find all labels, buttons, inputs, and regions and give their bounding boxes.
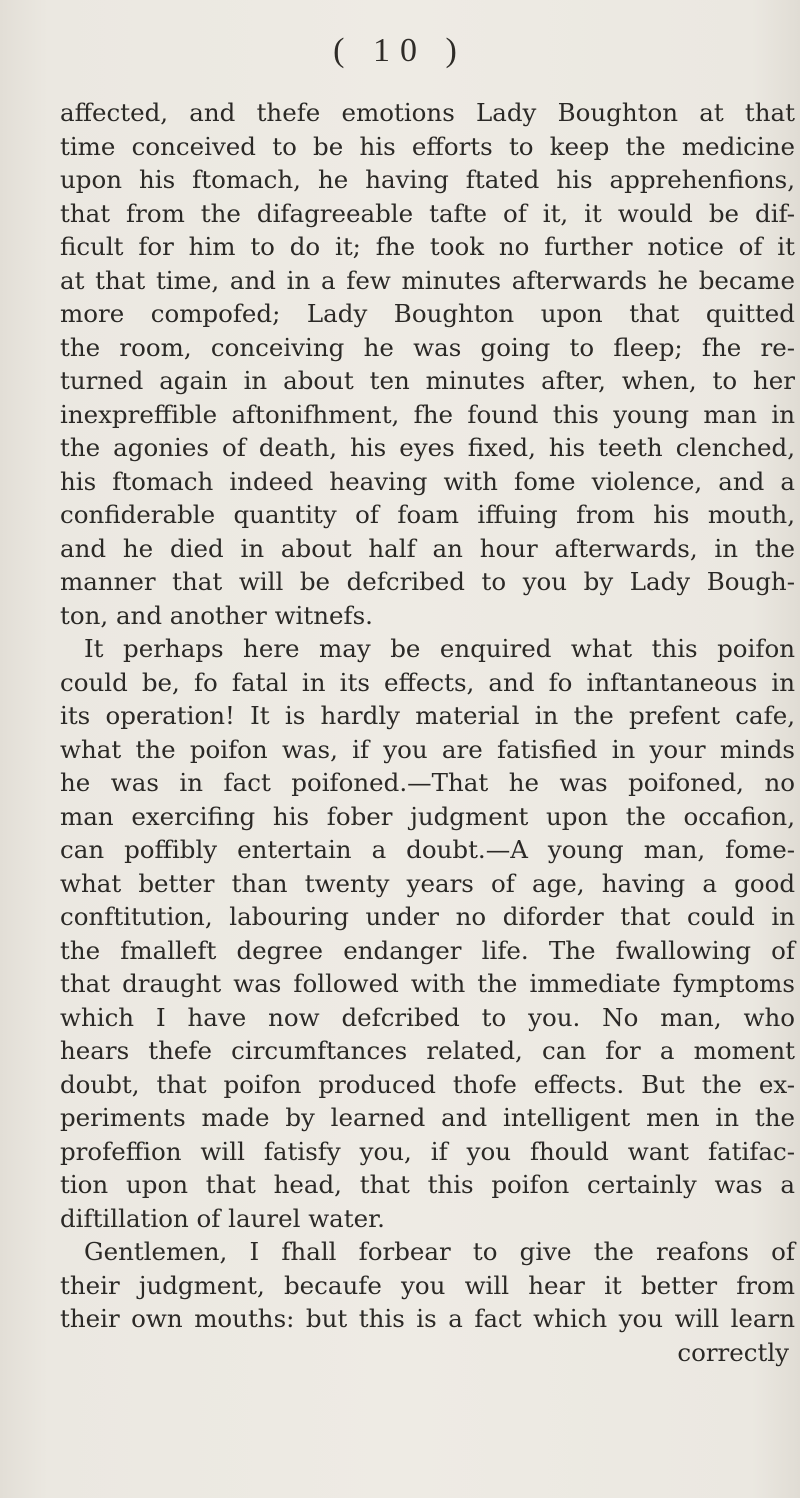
text-line: hears thefe circumftances related, can for a moment: [60, 1036, 795, 1065]
body-text: [60, 96, 795, 1369]
catchword: correctly: [677, 1337, 789, 1367]
text-line: ficult for him to do it; fhe took no further notice of it: [60, 232, 795, 261]
page-number-header: ( 10 ): [333, 32, 467, 69]
text-line: ton, and another witnefs.: [60, 600, 373, 630]
text-line: diftillation of laurel water.: [60, 1203, 385, 1233]
text-line: that draught was followed with the immediate fymptoms: [60, 969, 795, 998]
text-line: which I have now defcribed to you. No man, who: [60, 1002, 795, 1032]
text-line: the fmalleft degree endanger life. The fwallowing of: [60, 935, 795, 965]
text-line: their judgment, becaufe you will hear it better from: [60, 1270, 795, 1300]
text-line: at that time, and in a few minutes afterwards he became: [60, 265, 795, 295]
text-line: their own mouths: but this is a fact which you will learn: [60, 1304, 795, 1333]
text-line: man exercifing his fober judgment upon the occafion,: [60, 801, 795, 831]
text-line: time conceived to be his efforts to keep the medicine: [60, 131, 795, 161]
text-line: the agonies of death, his eyes fixed, his teeth clenched,: [60, 433, 795, 462]
text-line: what the poifon was, if you are fatisfied in your minds: [60, 734, 795, 764]
text-line: inexpreffible aftonifhment, fhe found this young man in: [60, 399, 795, 429]
text-line: turned again in about ten minutes after, when, to her: [60, 366, 795, 395]
text-line: that from the difagreeable tafte of it, it would be dif-: [60, 198, 795, 228]
text-line: he was in fact poifoned.—That he was poifoned, no: [60, 768, 795, 797]
text-line: periments made by learned and intelligent men in the: [60, 1103, 795, 1132]
text-line: what better than twenty years of age, having a good: [60, 868, 795, 898]
text-line: more compofed; Lady Boughton upon that quitted: [60, 299, 795, 328]
text-line: his ftomach indeed heaving with fome violence, and a: [60, 466, 795, 496]
text-line: confiderable quantity of foam iffuing from his mouth,: [60, 500, 795, 529]
text-line: the room, conceiving he was going to fleep; fhe re-: [60, 332, 795, 362]
text-line: Gentlemen, I fhall forbear to give the reafons of: [84, 1237, 795, 1266]
text-line: upon his ftomach, he having ftated his apprehenfions,: [60, 165, 795, 194]
text-line: could be, fo fatal in its effects, and fo inftantaneous in: [60, 667, 795, 697]
text-line: doubt, that poifon produced thofe effects. But the ex-: [60, 1069, 795, 1099]
text-line: tion upon that head, that this poifon certainly was a: [60, 1170, 795, 1199]
text-line: its operation! It is hardly material in the prefent cafe,: [60, 701, 795, 730]
text-line: affected, and thefe emotions Lady Boughton at that: [60, 98, 795, 127]
text-line: profeffion will fatisfy you, if you fhould want fatifac-: [60, 1136, 795, 1166]
text-line: It perhaps here may be enquired what this poifon: [84, 634, 795, 663]
text-line: can poffibly entertain a doubt.—A young man, fome-: [60, 835, 795, 864]
text-line: conftitution, labouring under no diforder that could in: [60, 902, 795, 931]
text-line: and he died in about half an hour afterwards, in the: [60, 533, 795, 563]
text-line: manner that will be defcribed to you by Lady Bough-: [60, 567, 795, 596]
